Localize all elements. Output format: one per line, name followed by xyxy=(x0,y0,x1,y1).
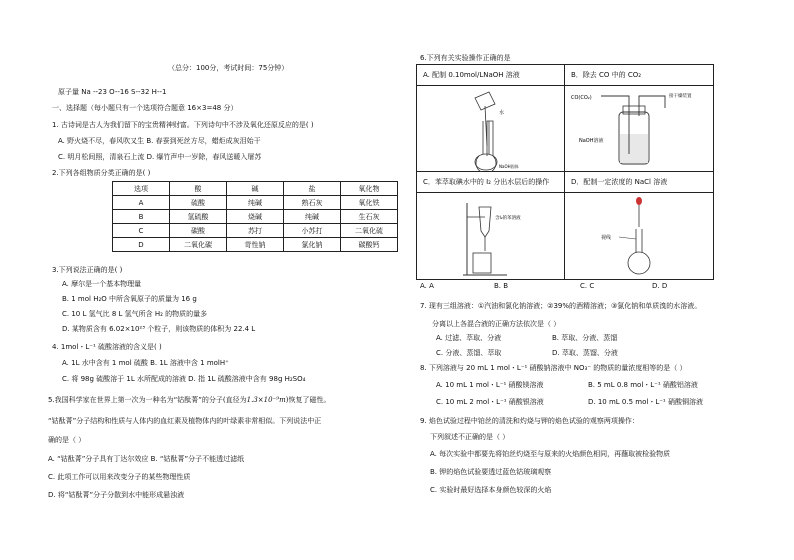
table-row xyxy=(113,238,398,252)
table-cell: 盐 xyxy=(284,182,341,196)
q6-cell-c-caption: C．苯萃取碘水中的 I₂ 分出水层后的操作 xyxy=(423,178,550,186)
q5-option-d: D. 将“钴酞菁”分子分散到水中能形成悬浊液 xyxy=(48,491,185,499)
q5-line2: “钴酞菁”分子结构和性质与人体内的血红素及植物体内的叶绿素非常相似。下列说法中正 xyxy=(48,417,322,425)
q7-option-d: D. 萃取、蒸馏、分液 xyxy=(552,349,618,357)
q7-option-a: A. 过滤、萃取、分液 xyxy=(436,334,502,342)
table-cell: 碳酸 xyxy=(170,224,227,238)
fig-b-solution-label: NaOH溶液 xyxy=(579,138,604,144)
q1-options-ab: A. 野火烧不尽，春风吹又生 B. 春蚕到死丝方尽，蜡炬成灰泪始干 xyxy=(58,137,261,145)
table-row xyxy=(113,182,398,196)
q7-option-c: C. 分液、蒸馏、萃取 xyxy=(436,349,502,357)
q3-option-a: A. 摩尔是一个基本物理量 xyxy=(62,280,142,288)
table-cell: B xyxy=(113,210,170,224)
q4-options-ab: A. 1L 水中含有 1 mol 硫酸 B. 1L 溶液中含 1 molH⁺ xyxy=(62,359,229,367)
q7-stem: 7. 现有三组溶液：①汽油和氯化钠溶液；②39%的酒精溶液；③氯化钠和单质溴的水溶液。 xyxy=(420,302,702,310)
table-cell: 纯碱 xyxy=(227,196,284,210)
q3-option-c: C. 10 L 氢气比 8 L 氢气所含 H₂ 的物质的量多 xyxy=(62,310,208,318)
q8-option-b: B. 5 mL 0.8 mol・L⁻¹ 硝酸铝溶液 xyxy=(588,381,698,389)
q6-answer-d: D. D xyxy=(652,282,668,290)
q5-stem-end: )恢复了磁性。 xyxy=(285,396,331,404)
table-cell: 生石灰 xyxy=(341,210,398,224)
table-cell: 氢硫酸 xyxy=(170,210,227,224)
q6-cell-a-caption: A. 配制 0.10mol/LNaOH 溶液 xyxy=(423,71,520,79)
q5-stem xyxy=(48,396,330,405)
gas-washing-bottle-icon xyxy=(565,86,713,172)
q9-line2: 下列叙述不正确的是（ ） xyxy=(430,433,510,441)
q9-option-c: C. 实验时最好选择本身颜色较深的火焰 xyxy=(430,486,552,494)
section-heading: 一、选择题（每小题只有一个选项符合题意 16×3=48 分） xyxy=(52,104,238,112)
q5-options-ab: A. “钴酞菁”分子具有丁达尔效应 B. “钴酞菁”分子不能透过滤纸 xyxy=(48,455,245,463)
fig-a-flask-label: NaOH固体 xyxy=(499,164,519,169)
fig-b-tail-label: 接干燥装置 xyxy=(669,94,692,99)
table-cell: C xyxy=(113,224,170,238)
q6-answer-a: A. A xyxy=(420,282,434,290)
table-cell: 氧化物 xyxy=(341,182,398,196)
q6-answer-b: B. B xyxy=(494,282,509,290)
q1-stem: 1. 古诗词是古人为我们留下的宝贵精神财富。下列诗句中不涉及氧化还原反应的是( ) xyxy=(52,121,314,129)
table-cell: 氧化铁 xyxy=(341,196,398,210)
q2-classification-table xyxy=(112,181,398,252)
table-cell: 二氧化碳 xyxy=(170,238,227,252)
fig-d-label: 视线 xyxy=(601,235,612,241)
table-cell: 酸 xyxy=(170,182,227,196)
q3-stem: 3.下列说法正确的是( ) xyxy=(52,266,123,274)
q6-cell-d-caption: D．配制一定浓度的 NaCl 溶液 xyxy=(571,178,668,186)
table-cell: 苏打 xyxy=(227,224,284,238)
q8-option-d: D. 10 mL 0.5 mol・L⁻¹ 硝酸铜溶液 xyxy=(588,398,703,406)
q6-cell-c xyxy=(417,172,565,279)
q9-option-b: B. 钾的焰色试验要透过蓝色钴玻璃观察 xyxy=(430,468,552,476)
q6-cell-b xyxy=(565,65,713,172)
table-cell: A xyxy=(113,196,170,210)
q6-figure-grid xyxy=(416,64,714,280)
fig-c-label: 含I₂的苯溶液 xyxy=(495,216,521,221)
table-cell: D xyxy=(113,238,170,252)
table-cell: 碱 xyxy=(227,182,284,196)
q1-options-cd: C. 明月松间照，清泉石上流 D. 爆竹声中一岁除，春风送暖入屠苏 xyxy=(58,153,262,161)
q5-stem-start: 5.我国科学家在世界上第一次为一种名为“钴酞菁”的分子(直径为 xyxy=(48,396,247,404)
table-cell: 小苏打 xyxy=(284,224,341,238)
fig-b-gas-label: CO(CO₂) xyxy=(571,95,592,101)
q5-line3: 确的是（ ） xyxy=(48,436,86,444)
table-cell: 氯化钠 xyxy=(284,238,341,252)
table-cell: 二氧化硫 xyxy=(341,224,398,238)
fig-a-water-label: 水 xyxy=(499,110,505,116)
q9-stem: 9. 焰色试验过程中铂丝的清洗和灼烧与钾的焰色试验的观察两项操作： xyxy=(420,417,639,425)
q8-stem: 8. 下列溶液与 20 mL 1 mol・L⁻¹ 硝酸钠溶液中 NO₃⁻ 的物质的量浓度相等的是（ ） xyxy=(420,364,687,372)
dropper-flask-icon xyxy=(565,193,713,279)
exam-info: （总分：100分，考试时间：75分钟） xyxy=(168,64,289,72)
table-cell: 苛性钠 xyxy=(227,238,284,252)
q4-options-cd: C. 将 98g 硫酸溶于 1L 水所配成的溶液 D. 指 1L 硫酸溶液中含有 98g H₂SO₄ xyxy=(62,375,306,383)
table-row xyxy=(113,196,398,210)
q6-stem: 6.下列有关实验操作正确的是 xyxy=(420,54,511,62)
table-cell: 纯碱 xyxy=(284,210,341,224)
q3-option-d: D. 某物质含有 6.02×10²³ 个粒子，则该物质的体积为 22.4 L xyxy=(62,325,256,333)
table-row xyxy=(113,224,398,238)
q8-option-c: C. 10 mL 2 mol・L⁻¹ 硝酸银溶液 xyxy=(436,398,544,406)
atomic-masses: 原子量 Na --23 O--16 S--32 H--1 xyxy=(58,88,167,96)
q5-diameter: 1.3×10⁻⁹m xyxy=(246,396,286,404)
table-cell: 烧碱 xyxy=(227,210,284,224)
q8-option-a: A. 10 mL 1 mol・L⁻¹ 硝酸镁溶液 xyxy=(436,381,544,389)
separatory-funnel-icon xyxy=(417,193,565,279)
q9-option-a: A. 每次实验中都要先将铂丝灼烧至与原来的火焰颜色相同，再蘸取被检验物质 xyxy=(430,450,671,458)
q3-option-b: B. 1 mol H₂O 中所含氧原子的质量为 16 g xyxy=(62,295,197,303)
q6-cell-a xyxy=(417,65,565,172)
table-cell: 熟石灰 xyxy=(284,196,341,210)
table-row xyxy=(113,210,398,224)
table-cell: 选项 xyxy=(113,182,170,196)
q6-cell-b-caption: B．除去 CO 中的 CO₂ xyxy=(571,71,642,79)
q7-option-b: B. 萃取、分液、蒸馏 xyxy=(552,334,618,342)
q4-stem: 4. 1mol・L⁻¹ 硫酸溶液的含义是( ) xyxy=(52,343,162,351)
volumetric-flask-icon xyxy=(417,86,565,172)
q7-line2: 分离以上各混合液的正确方法依次是（ ） xyxy=(432,320,561,328)
table-cell: 硫酸 xyxy=(170,196,227,210)
q6-cell-d xyxy=(565,172,713,279)
q5-option-c: C. 此项工作可以用来改变分子的某些物理性质 xyxy=(48,473,191,481)
table-cell: 碳酸钙 xyxy=(341,238,398,252)
q6-answer-c: C. C xyxy=(580,282,595,290)
q2-stem: 2.下列各组物质分类正确的是( ) xyxy=(52,169,151,177)
